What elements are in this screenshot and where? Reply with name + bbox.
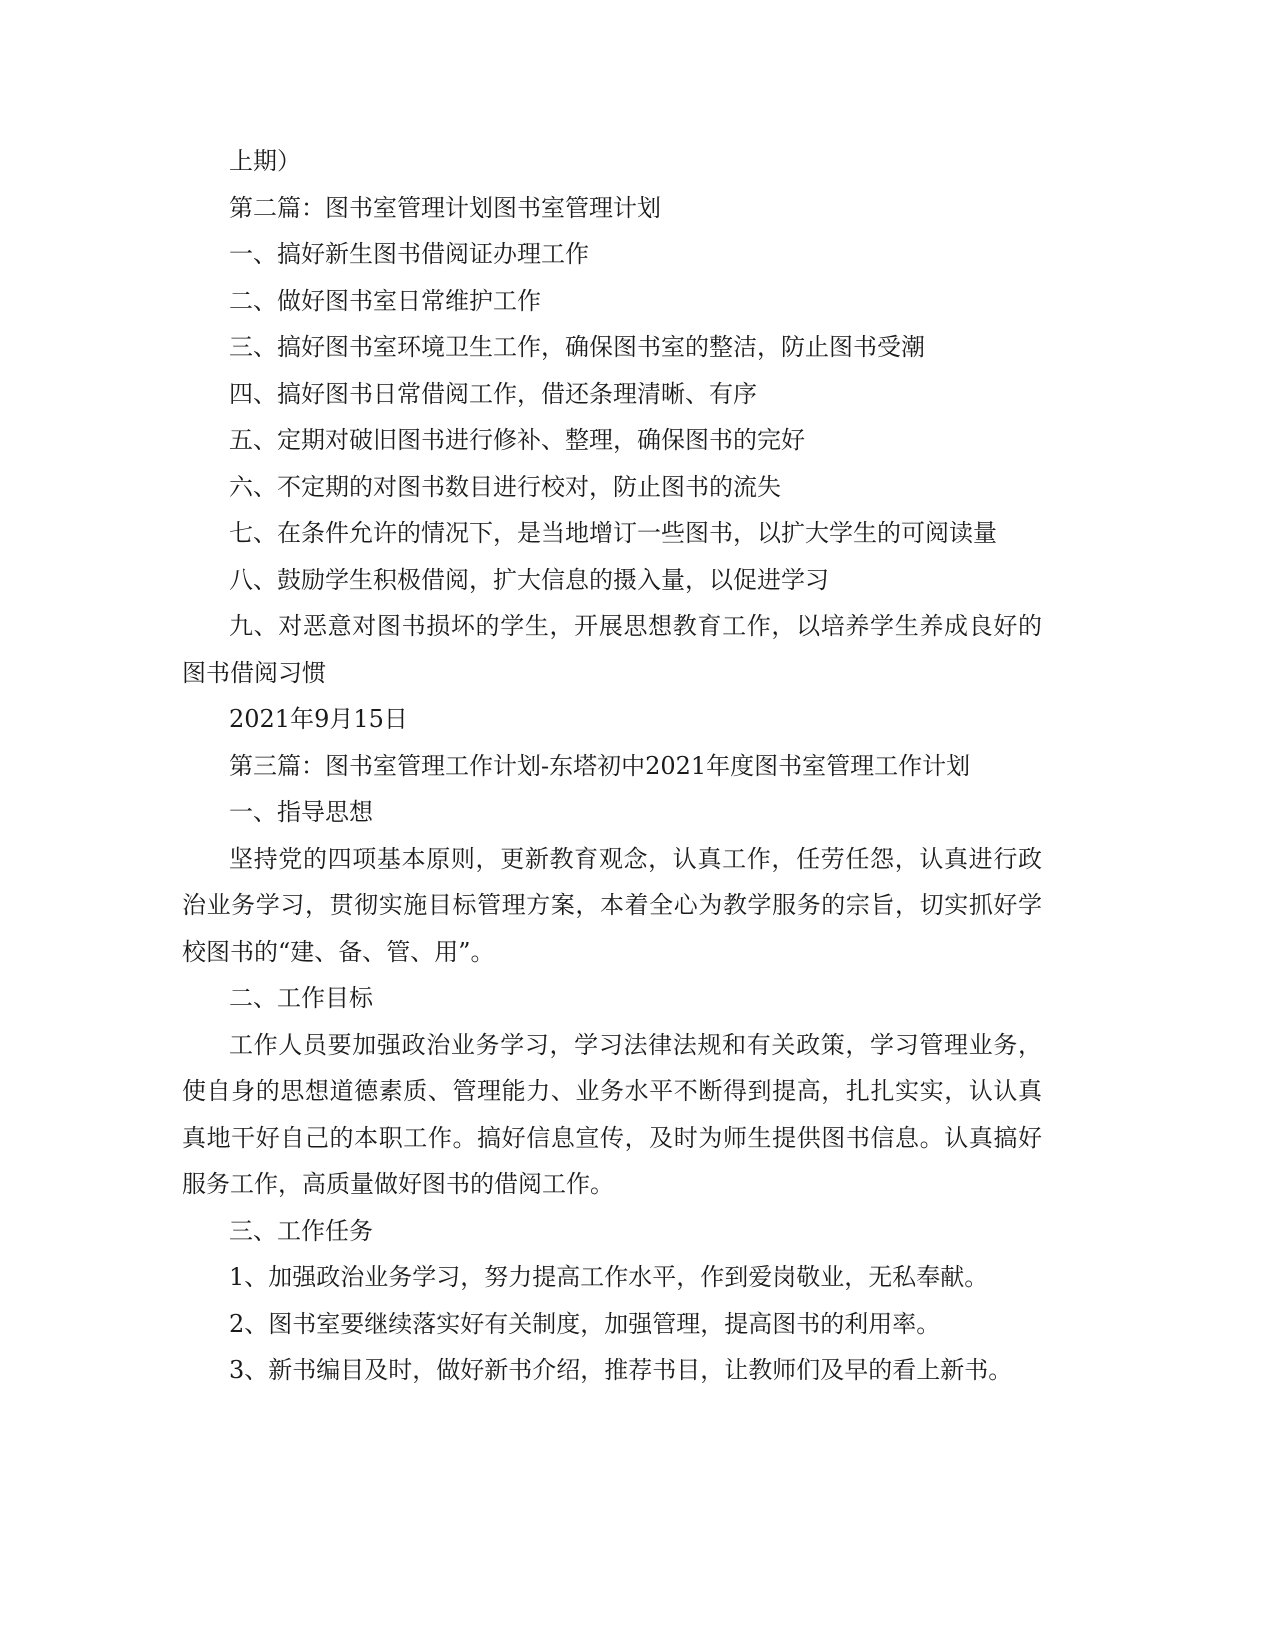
plan-item-8: 八、鼓励学生积极借阅，扩大信息的摄入量，以促进学习 <box>229 565 829 594</box>
plan-item-4: 四、搞好图书日常借阅工作，借还条理清晰、有序 <box>229 379 757 408</box>
section-heading-part-3: 第三篇：图书室管理工作计划-东塔初中2021年度图书室管理工作计划 <box>229 751 971 780</box>
plan-item-5: 五、定期对破旧图书进行修补、整理，确保图书的完好 <box>229 426 805 454</box>
paragraph-guiding-thought: 坚持党的四项基本原则，更新教育观念，认真工作，任劳任怨，认真进行政治业务学习，贯彻实施目标管理方案，本着全心为教学服务的宗旨，切实抓好学校图书的“建、备、管、用”。 <box>182 844 1042 966</box>
task-item-2: 2、图书室要继续落实好有关制度，加强管理，提高图书的利用率。 <box>229 1309 941 1338</box>
date-line: 2021年9月15日 <box>229 705 408 733</box>
paragraph-work-goals: 工作人员要加强政治业务学习，学习法律法规和有关政策，学习管理业务，使自身的思想道德素质、管理能力、业务水平不断得到提高，扎扎实实，认认真真地干好自己的本职工作。搞好信息宣传，及时为师生提供图书信息。认真搞好服务工作，高质量做好图书的借阅工作。 <box>182 1030 1042 1198</box>
plan-item-3: 三、搞好图书室环境卫生工作，确保图书室的整洁，防止图书受潮 <box>229 333 925 361</box>
subheading-guiding-thought: 一、指导思想 <box>229 798 373 826</box>
plan-item-7: 七、在条件允许的情况下，是当地增订一些图书，以扩大学生的可阅读量 <box>229 519 997 547</box>
plan-item-6: 六、不定期的对图书数目进行校对，防止图书的流失 <box>229 472 781 501</box>
task-item-3: 3、新书编目及时，做好新书介绍，推荐书目，让教师们及早的看上新书。 <box>229 1356 1013 1384</box>
plan-item-2: 二、做好图书室日常维护工作 <box>229 286 541 315</box>
plan-item-9: 九、对恶意对图书损坏的学生，开展思想教育工作，以培养学生养成良好的图书借阅习惯 <box>182 612 1042 687</box>
document-body <box>182 138 1042 1394</box>
task-item-1: 1、加强政治业务学习，努力提高工作水平，作到爱岗敬业，无私奉献。 <box>229 1263 989 1291</box>
plan-item-1: 一、搞好新生图书借阅证办理工作 <box>229 240 589 268</box>
subheading-work-tasks: 三、工作任务 <box>229 1216 373 1245</box>
paragraph-continuation: 上期） <box>229 147 301 175</box>
section-heading-part-2: 第二篇：图书室管理计划图书室管理计划 <box>229 193 661 222</box>
subheading-work-goals: 二、工作目标 <box>229 984 373 1012</box>
